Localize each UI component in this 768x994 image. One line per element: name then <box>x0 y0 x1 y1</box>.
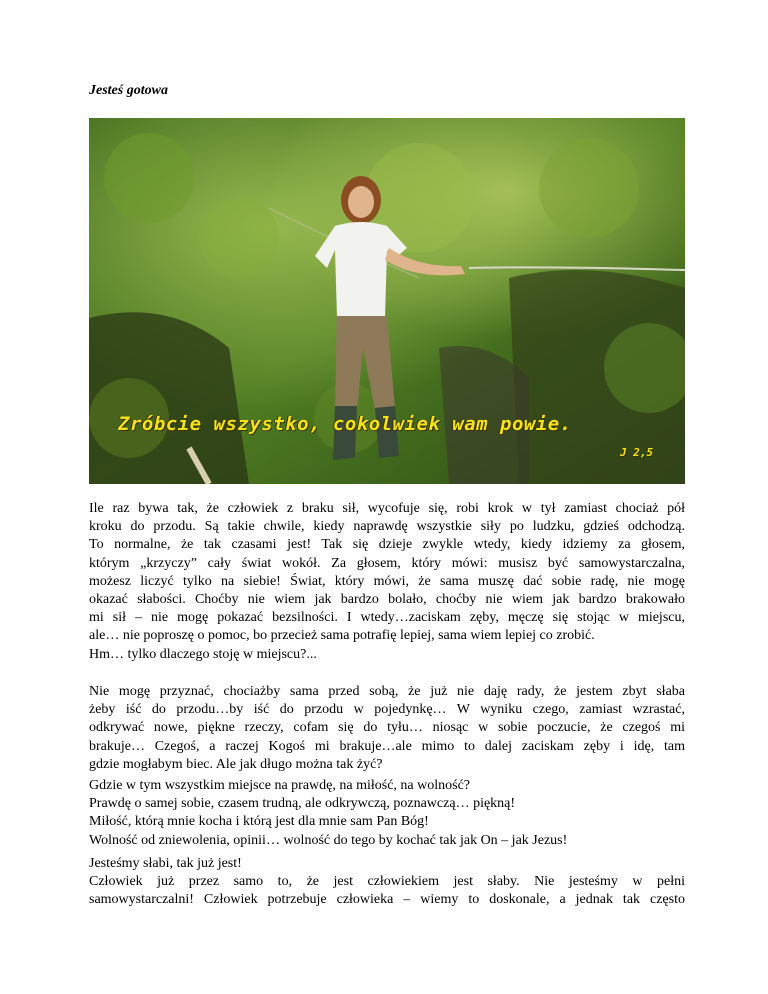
text-line: Wolność od zniewolenia, opinii… wolność do tego by kochać tak jak On – jak Jezus! <box>89 832 568 848</box>
text-line: możesz liczyć tylko na siebie! Świat, który mówi, że sama muszę dać sobie radę, nie mogę <box>89 573 685 589</box>
text-line: Człowiek już przez samo to, że jest człowiekiem jest słaby. Nie jesteśmy w pełni <box>89 874 685 890</box>
text-line: Hm… tylko dlaczego stoję w miejscu?... <box>89 646 317 662</box>
photo-verse-reference: J 2,5 <box>620 446 654 459</box>
document-title: Jesteś gotowa <box>89 83 168 98</box>
text-line: odkrywać nowe, piękne rzeczy, cofam się do tyłu… niosąc w sobie poczucie, że czegoś mi <box>89 720 685 736</box>
paragraph-1 <box>89 500 685 664</box>
photo-caption: Zróbcie wszystko, cokolwiek wam powie. <box>118 413 572 435</box>
text-line: Nie mogę przyznać, chociażby sama przed sobą, że już nie daję rady, że jestem zbyt słaba <box>89 684 685 699</box>
text-line: okazać słabości. Choćby nie wiem jak bardzo bolało, choćby nie wiem jak bardzo brakowało <box>89 592 685 608</box>
paragraph-4 <box>89 855 685 910</box>
paragraph-3 <box>89 777 685 850</box>
text-line: mi sił – nie mogę pokazać bezsilności. I wtedy…zaciskam zęby, męczę się stojąc w miejscu, <box>89 610 685 626</box>
text-line: Ile raz bywa tak, że człowiek z braku sił, wycofuje się, robi krok w tył zamiast chociaż pół <box>89 501 685 516</box>
text-line: samowystarczalni! Człowiek potrzebuje człowieka – wiemy to doskonale, a jednak tak często <box>89 892 685 908</box>
text-line: To normalne, że tak czasami jest! Tak się dzieje zwykle wtedy, kiedy idziemy za głosem, <box>89 537 685 553</box>
text-line: Miłość, którą mnie kocha i którą jest dla mnie sam Pan Bóg! <box>89 814 429 830</box>
text-line: gdzie mogłabym biec. Ale jak długo można tak żyć? <box>89 756 383 772</box>
text-line: Jesteśmy słabi, tak już jest! <box>89 856 242 871</box>
text-line: Prawdę o samej sobie, czasem trudną, ale odkrywczą, poznawczą… piękną! <box>89 796 516 812</box>
text-line: którym „krzyczy” cały świat wokół. Za głosem, który mówi: musisz być samowystarczalna, <box>89 555 685 571</box>
photo-banner <box>89 118 685 484</box>
text-line: żeby iść do przodu…by iść do przodu w pojedynkę… W wyniku czego, zamiast wzrastać, <box>89 702 685 718</box>
text-line: kroku do przodu. Są takie chwile, kiedy naprawdę wszystkie siły po ludzku, gdzieś odchodzą. <box>89 519 685 535</box>
paragraph-2 <box>89 683 685 774</box>
text-line: ale… nie poproszę o pomoc, bo przecież sama potrafię lepiej, sama wiem lepiej co zrobić. <box>89 628 595 644</box>
text-line: brakuje… Czegoś, a raczej Kogoś mi brakuje…ale mimo to dalej zaciskam zęby i idę, tam <box>89 738 685 754</box>
text-line: Gdzie w tym wszystkim miejsce na prawdę, na miłość, na wolność? <box>89 778 471 793</box>
